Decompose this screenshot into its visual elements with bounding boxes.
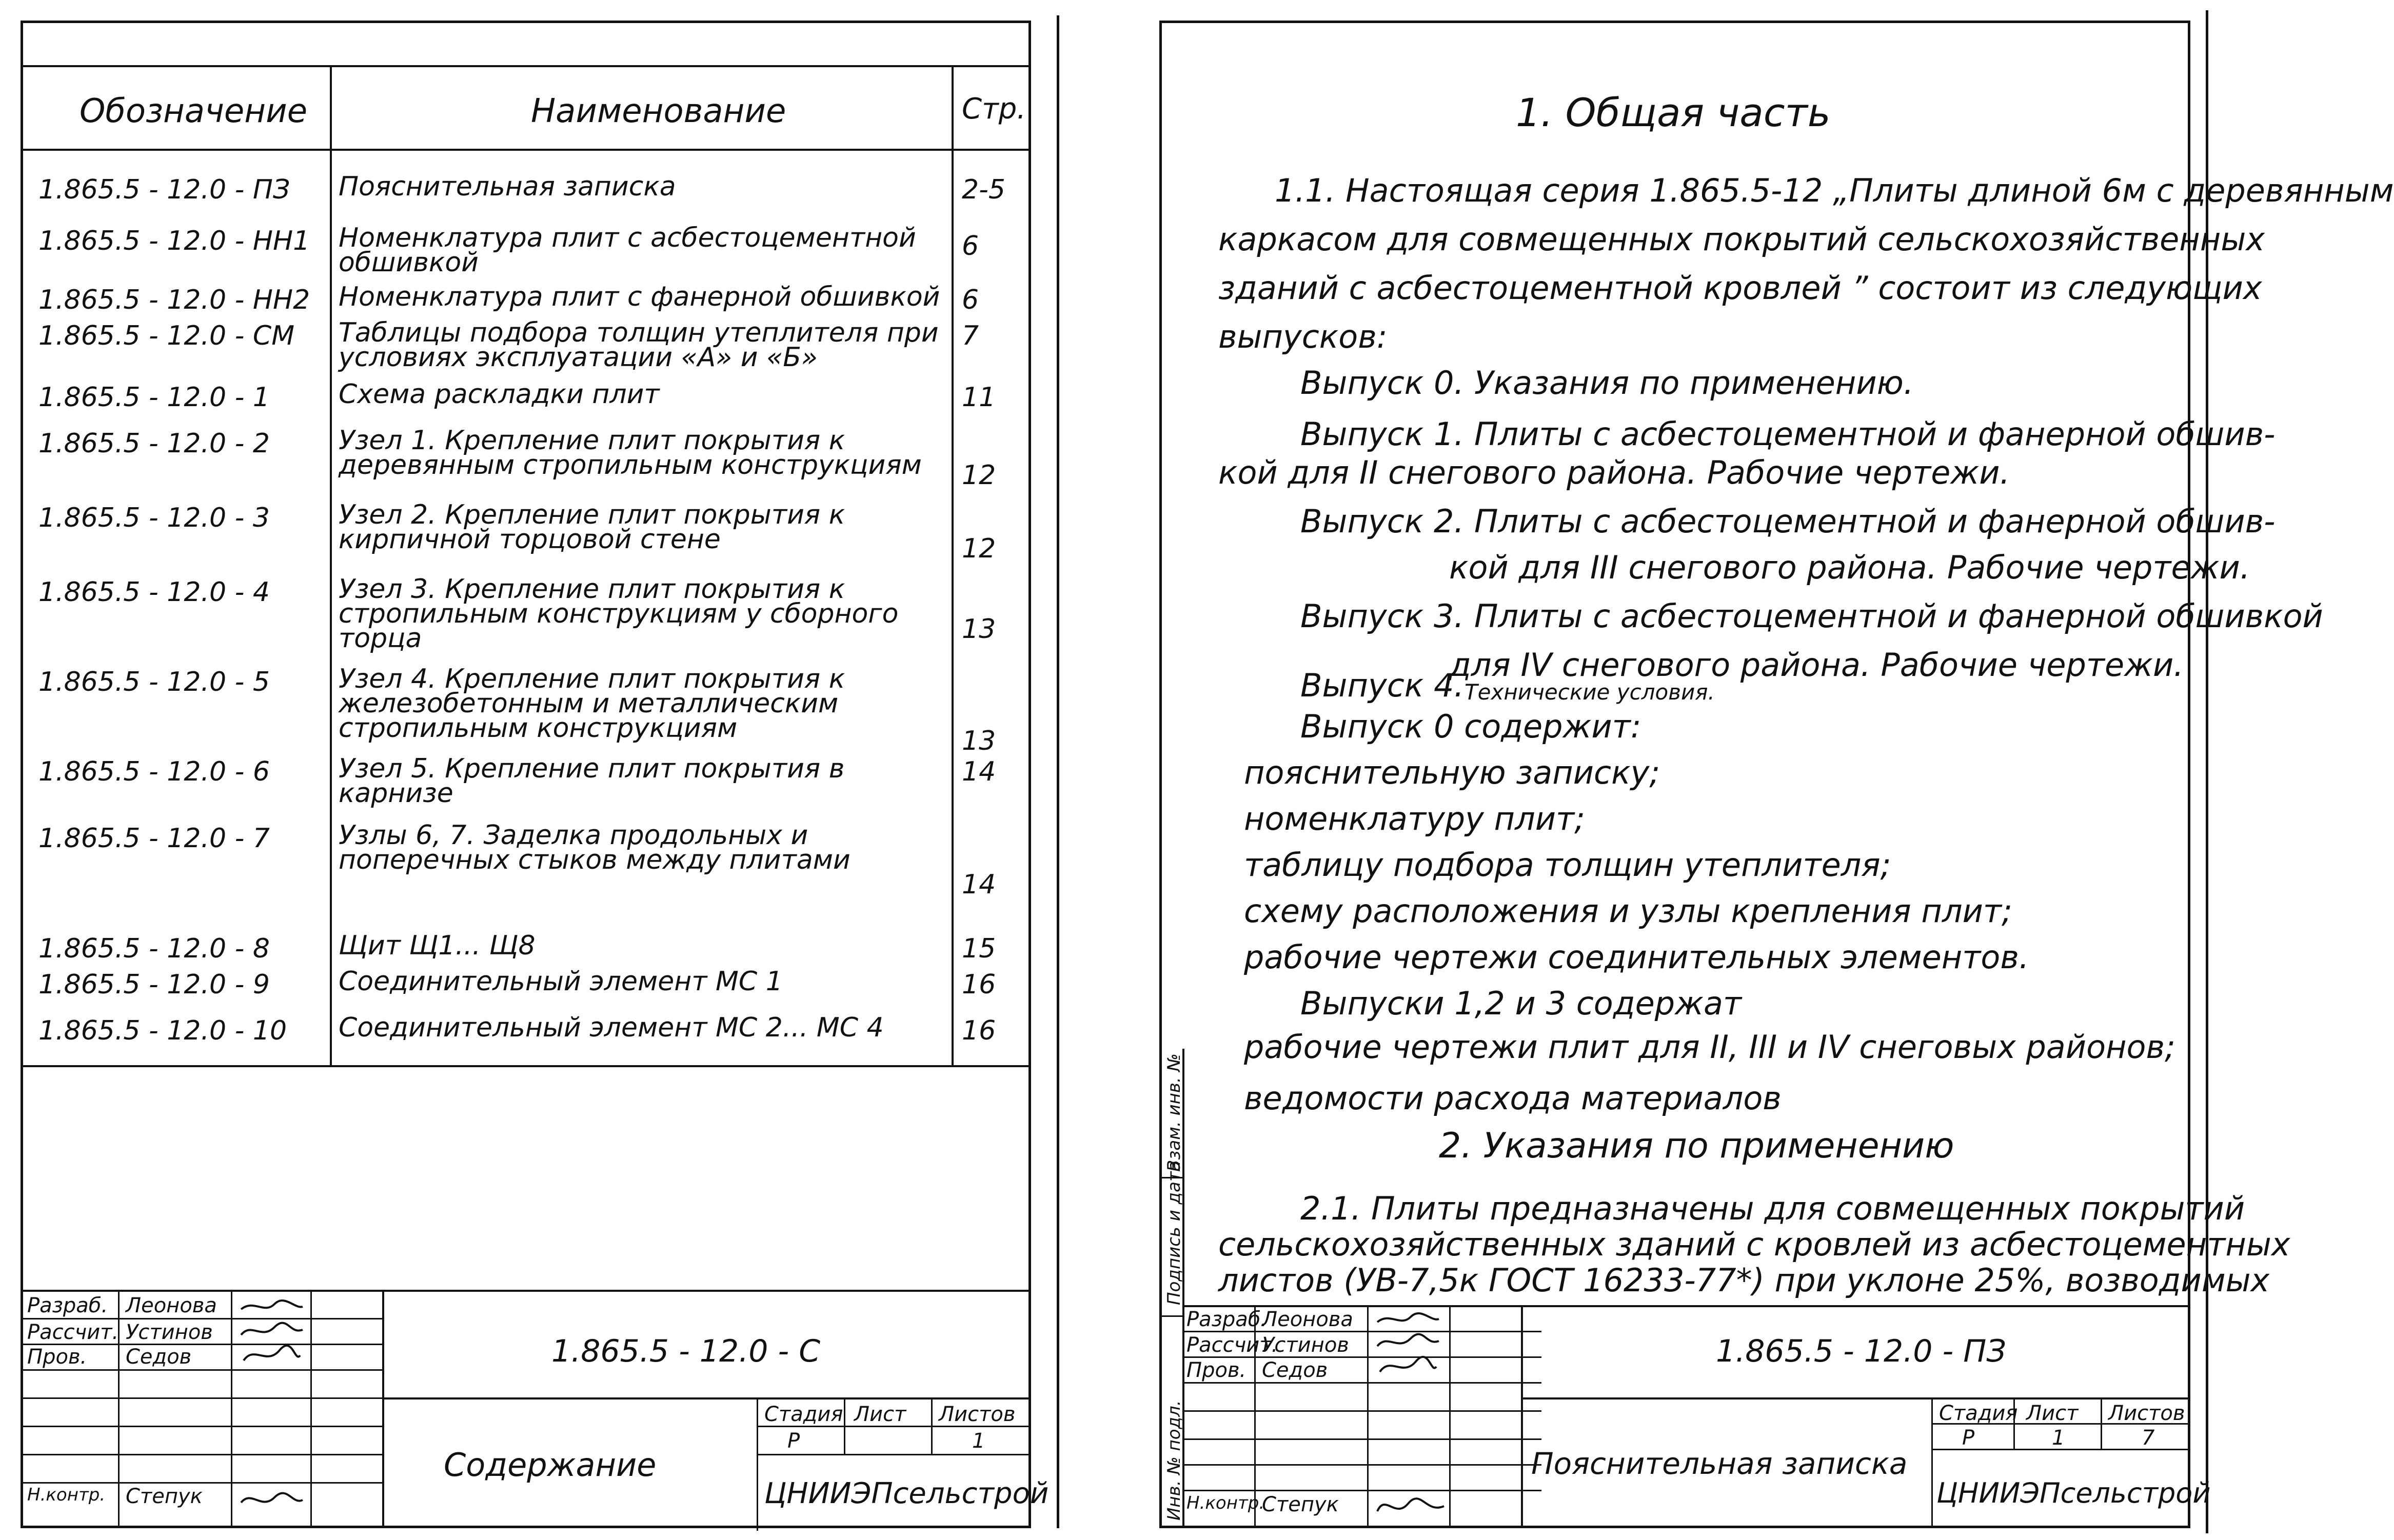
body-line: 1.1. Настоящая серия 1.865.5-12 „Плиты длиной 6м с деревянным [1275,172,2394,209]
stamp-sheets: 7 [2142,1426,2155,1450]
body-line: схему расположения и узлы крепления плит; [1244,892,2012,930]
body-line: зданий с асбестоцементной кровлей ” состоит из следующих [1218,269,2262,307]
row-name: Таблицы подбора толщин утеплителя при условиях эксплуатации «А» и «Б» [339,317,939,373]
body-line: ведомости расхода материалов [1244,1079,1782,1117]
stamp-sheet: 1 [2052,1426,2065,1450]
stamp-name-checker: Седов [1262,1358,1328,1382]
row-code: 1.865.5 - 12.0 - 1 [38,382,270,413]
body-line: Выпуск 0. Указания по применению. [1300,364,1914,402]
stamp-doc-code: 1.865.5 - 12.0 - ПЗ [1716,1333,2006,1369]
body-line: кой для II снегового района. Рабочие чертежи. [1218,454,2010,491]
body-line: Выпуск 1. Плиты с асбестоцементной и фанерной обшив- [1300,415,2276,453]
row-name: Узлы 6, 7. Заделка продольных и поперечных стыков между плитами [339,820,850,875]
stamp-doc-code: 1.865.5 - 12.0 - С [551,1333,821,1369]
row-page: 13 [962,614,996,645]
signature-icon [1375,1308,1441,1385]
body-line: Выпуск 0 содержит: [1300,708,1641,745]
stamp-role-normcontrol: Н.контр. [1186,1493,1265,1513]
stamp-doc-title: Содержание [444,1446,657,1484]
header-page: Стр. [962,92,1026,126]
stamp-sheets-label: Листов [939,1403,1016,1426]
row-page: 16 [962,1015,996,1046]
row-name: Узел 5. Крепление плит покрытия в карнизе [339,753,845,809]
body-line: пояснительную записку; [1244,754,1660,791]
contents-sheet [21,21,1049,1528]
row-code: 1.865.5 - 12.0 - НН1 [38,226,310,256]
col-divider-1 [330,65,332,1065]
row-page: 15 [962,933,996,964]
header-code: Обозначение [80,92,308,130]
body-line: сельскохозяйственных зданий с кровлей из асбестоцементных [1218,1226,2290,1263]
row-name: Узел 2. Крепление плит покрытия к кирпичной торцовой стене [339,499,845,555]
body-line: для IV снегового района. Рабочие чертежи. [1449,646,2184,684]
stamp-sheet-label: Лист [2026,1402,2079,1425]
body-line: рабочие чертежи соединительных элементов. [1244,938,2029,976]
stamp-name-calc: Устинов [126,1321,213,1344]
col-divider-2 [952,65,954,1065]
stamp-role-calc: Рассчит. [27,1321,119,1344]
row-page: 13 [962,726,996,756]
body-line: Технические условия. [1465,679,1715,705]
row-code: 1.865.5 - 12.0 - 5 [38,667,270,697]
body-line: Выпуск 4. [1300,667,1465,704]
section-1-title: 1. Общая часть [1516,90,1831,135]
fold-line [1057,15,1059,1528]
row-page: 12 [962,460,996,491]
signature-icon [239,1294,305,1376]
row-code: 1.865.5 - 12.0 - 10 [38,1015,287,1046]
stamp-name-normcontrol: Степук [1262,1493,1339,1516]
stamp-name-normcontrol: Степук [126,1485,203,1508]
stamp-name-calc: Устинов [1262,1333,1349,1357]
row-name: Номенклатура плит с фанерной обшивкой [339,282,940,312]
row-name: Пояснительная записка [339,171,676,202]
explanatory-note-sheet [1159,21,2394,1528]
signature-icon [239,1485,305,1515]
stamp-doc-title: Пояснительная записка [1531,1446,1908,1481]
body-line: 2.1. Плиты предназначены для совмещенных покрытий [1300,1190,2245,1227]
table-bottom-line [23,1065,1028,1067]
body-line: кой для III снегового района. Рабочие чертежи. [1449,549,2250,586]
row-code: 1.865.5 - 12.0 - 6 [38,756,270,787]
stamp-sheets-label: Листов [2108,1402,2185,1425]
header-bottom-line [23,149,1028,151]
body-line: таблицу подбора толщин утеплителя; [1244,846,1891,884]
row-name: Схема раскладки плит [339,379,660,410]
row-page: 16 [962,969,996,1000]
row-code: 1.865.5 - 12.0 - 8 [38,933,270,964]
side-strip-label: Инв. № подл. [1164,1400,1184,1521]
body-line: листов (УВ-7,5к ГОСТ 16233-77*) при уклоне 25%, возводимых [1218,1262,2270,1299]
row-page: 6 [962,231,979,262]
signature-icon [1375,1491,1447,1522]
stamp-role-checker: Пров. [27,1345,87,1369]
stamp-sheet: 1 [972,1429,985,1453]
body-line: Выпуски 1,2 и 3 содержат [1300,985,1742,1022]
stamp-name-designer: Леонова [126,1294,217,1317]
row-name: Номенклатура плит с асбестоцементной обшивкой [339,223,916,278]
row-name: Узел 4. Крепление плит покрытия к железобетонным и металлическим стропильным конструкциям [339,664,845,744]
stamp-stage-label: Стадия [764,1403,843,1426]
row-code: 1.865.5 - 12.0 - СМ [38,321,295,351]
row-code: 1.865.5 - 12.0 - ПЗ [38,174,290,205]
body-line: Выпуск 3. Плиты с асбестоцементной и фанерной обшивкой [1300,597,2323,635]
stamp-org: ЦНИИЭПсельстрой [1936,1477,2211,1509]
body-line: каркасом для совмещенных покрытий сельскохозяйственных [1218,221,2265,258]
row-page: 14 [962,756,996,787]
row-code: 1.865.5 - 12.0 - 7 [38,823,270,854]
stamp-role-checker: Пров. [1186,1358,1247,1382]
stamp-stage-label: Стадия [1939,1402,2018,1425]
row-name: Соединительный элемент МС 2... МС 4 [339,1012,884,1043]
row-name: Соединительный элемент МС 1 [339,966,783,997]
stamp-role-designer: Разраб. [1186,1308,1268,1331]
row-code: 1.865.5 - 12.0 - 3 [38,503,270,533]
row-page: 11 [962,382,996,413]
stamp-stage: Р [1962,1426,1975,1450]
row-page: 7 [962,321,979,351]
row-code: 1.865.5 - 12.0 - 2 [38,428,270,459]
stamp-role-designer: Разраб. [27,1294,108,1317]
body-line: Выпуск 2. Плиты с асбестоцементной и фанерной обшив- [1300,503,2276,540]
row-page: 12 [962,533,996,564]
row-name: Щит Щ1... Щ8 [339,930,536,961]
row-code: 1.865.5 - 12.0 - 4 [38,577,270,608]
side-strip-label: Подпись и дата [1164,1161,1184,1305]
section-2-title: 2. Указания по применению [1439,1126,1954,1166]
top-band-line [23,65,1028,67]
stamp-stage: Р [787,1429,800,1453]
stamp-name-checker: Седов [126,1345,192,1369]
stamp-name-designer: Леонова [1262,1308,1353,1331]
header-name: Наименование [531,92,786,130]
row-code: 1.865.5 - 12.0 - 9 [38,969,270,1000]
row-page: 6 [962,285,979,315]
side-strip-label: Взам. инв. № [1164,1053,1184,1172]
stamp-role-normcontrol: Н.контр. [27,1485,106,1505]
row-name: Узел 1. Крепление плит покрытия к деревянным стропильным конструкциям [339,425,922,481]
stamp-role-calc: Рассчит. [1186,1333,1278,1357]
row-page: 2-5 [962,174,1005,205]
row-page: 14 [962,869,996,900]
row-name: Узел 3. Крепление плит покрытия к стропильным конструкциям у сборного торца [339,574,899,654]
body-line: номенклатуру плит; [1244,800,1586,837]
row-code: 1.865.5 - 12.0 - НН2 [38,285,310,315]
stamp-org: ЦНИИЭПсельстрой [764,1477,1049,1510]
body-line: выпусков: [1218,318,1388,355]
stamp-sheet-label: Лист [854,1403,906,1426]
body-line: рабочие чертежи плит для II, III и IV снеговых районов; [1244,1028,2175,1066]
